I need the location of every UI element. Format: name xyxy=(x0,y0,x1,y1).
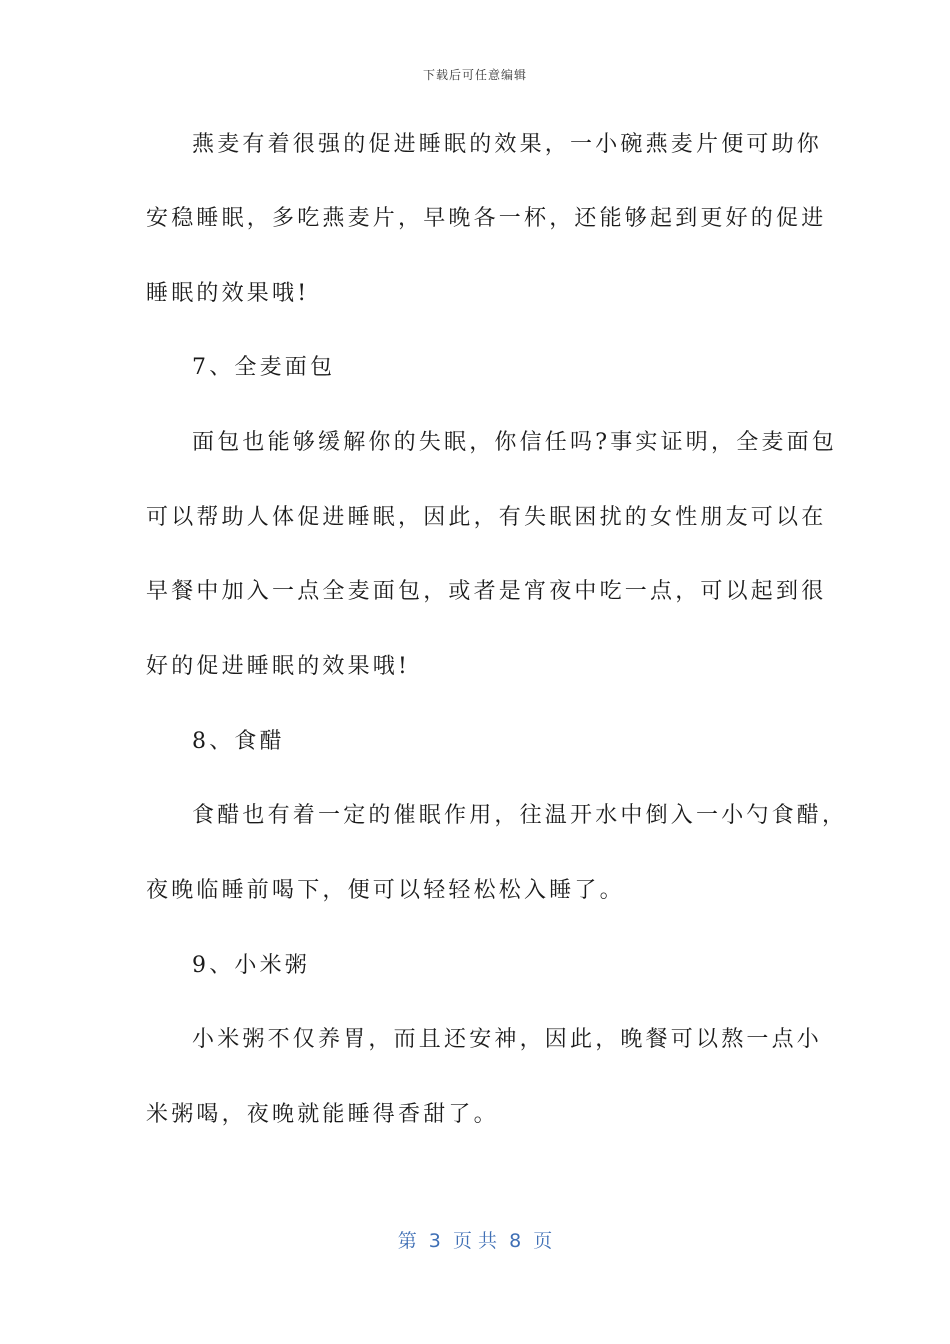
body-line: 米粥喝，夜晚就能睡得香甜了。 xyxy=(146,1102,499,1127)
body-line: 睡眠的效果哦! xyxy=(146,281,310,306)
section-heading: 7、全麦面包 xyxy=(192,355,336,380)
header-note: 下载后可任意编辑 xyxy=(422,68,527,82)
body-line: 可以帮助人体促进睡眠，因此，有失眠困扰的女性朋友可以在 xyxy=(146,505,827,530)
section-heading: 9、小米粥 xyxy=(192,953,310,978)
page-number: 第 3 页 共 8 页 xyxy=(397,1230,553,1252)
body-line: 面包也能够缓解你的失眠，你信任吗?事实证明，全麦面包 xyxy=(192,430,837,455)
body-line: 食醋也有着一定的催眠作用，往温开水中倒入一小勺食醋， xyxy=(192,803,848,828)
body-line: 安稳睡眠，多吃燕麦片，早晚各一杯，还能够起到更好的促进 xyxy=(146,206,827,231)
section-heading: 8、食醋 xyxy=(192,729,285,754)
body-line: 燕麦有着很强的促进睡眠的效果，一小碗燕麦片便可助你 xyxy=(192,132,823,157)
body-line: 好的促进睡眠的效果哦! xyxy=(146,654,411,679)
body-line: 早餐中加入一点全麦面包，或者是宵夜中吃一点，可以起到很 xyxy=(146,579,827,604)
body-line: 夜晚临睡前喝下，便可以轻轻松松入睡了。 xyxy=(146,878,625,903)
body-line: 小米粥不仅养胃，而且还安神，因此，晚餐可以熬一点小 xyxy=(192,1027,823,1052)
